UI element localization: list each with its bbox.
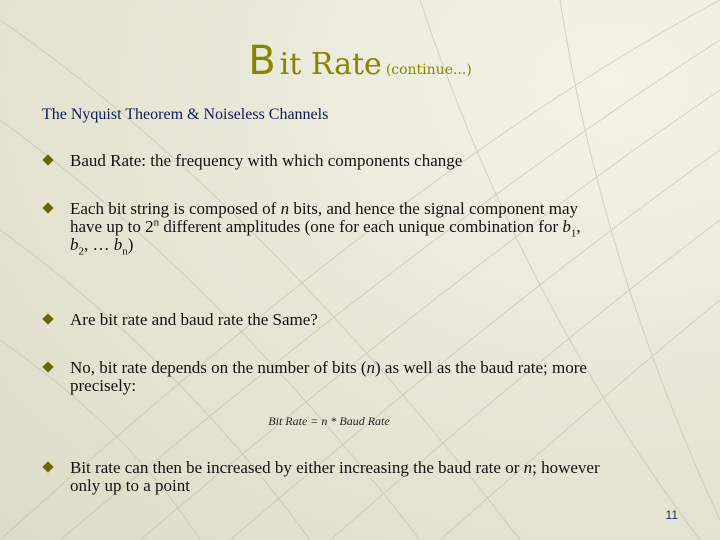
title-continue: (continue...) xyxy=(385,62,472,78)
page-number: 11 xyxy=(665,508,678,522)
term-baud-rate: Baud Rate xyxy=(70,151,142,170)
bit-rate-formula: Bit Rate = n * Baud Rate xyxy=(268,414,390,428)
slide-subtitle: The Nyquist Theorem & Noiseless Channels xyxy=(42,106,329,123)
slide-title xyxy=(0,38,720,84)
title-big-letter: B xyxy=(248,38,276,84)
title-text: it Rate xyxy=(279,47,382,82)
